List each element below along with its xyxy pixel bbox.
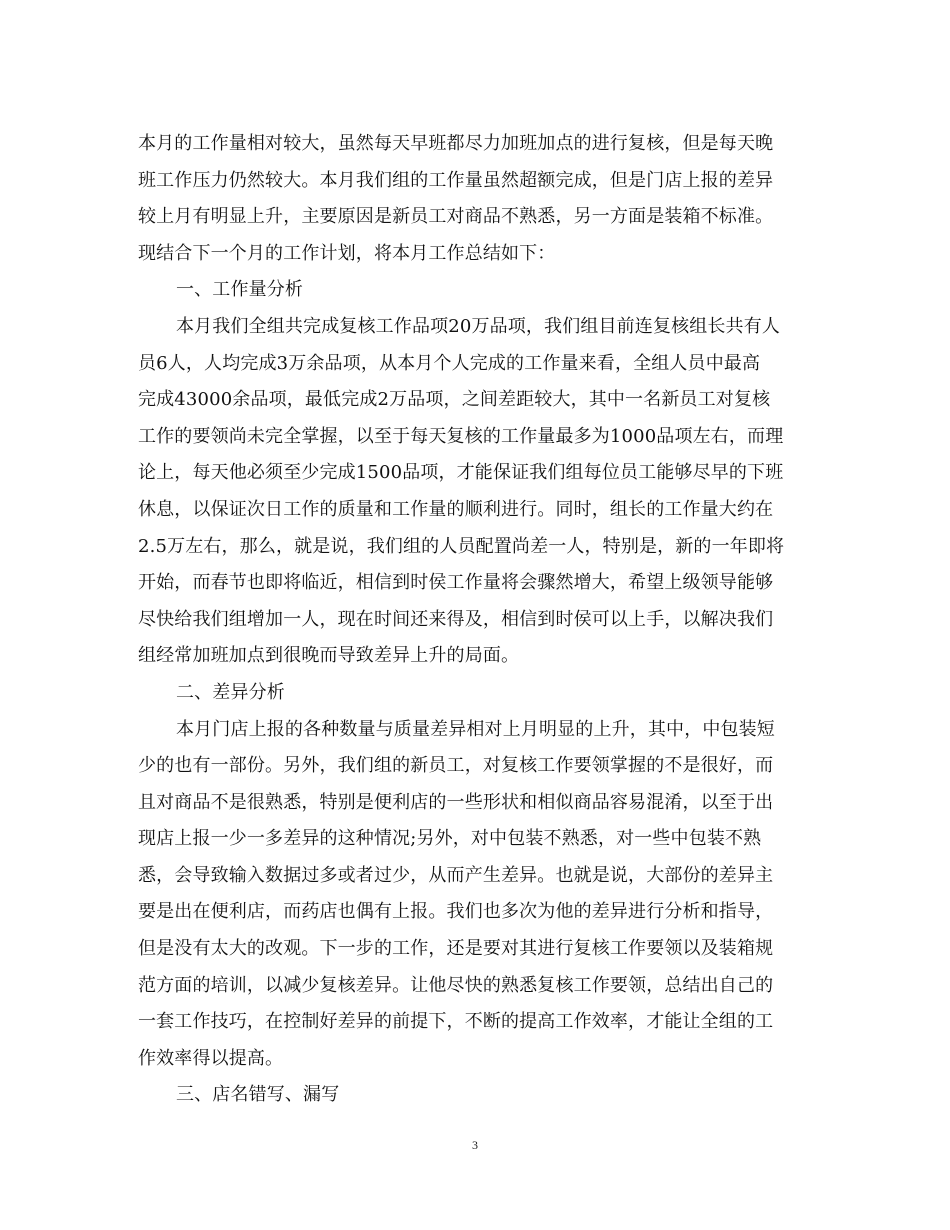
text-line: 本月的工作量相对较大，虽然每天早班都尽力加班加点的进行复核，但是每天晚 xyxy=(138,133,774,154)
text-line: 论上，每天他必须至少完成1500品项，才能保证我们组每位员工能够尽早的下班 xyxy=(138,462,784,484)
text-line: 班工作压力仍然较大。本月我们组的工作量虽然超额完成，但是门店上报的差异 xyxy=(138,169,774,191)
text-line: 2.5万左右，那么，就是说，我们组的人员配置尚差一人，特别是，新的一年即将 xyxy=(138,535,785,557)
text-line: 作效率得以提高。 xyxy=(138,1047,284,1069)
text-line: 组经常加班加点到很晚而导致差异上升的局面。 xyxy=(138,645,520,667)
text-line: 且对商品不是很熟悉，特别是便利店的一些形状和相似商品容易混淆，以至于出 xyxy=(138,791,774,813)
text-line: 休息，以保证次日工作的质量和工作量的顺利进行。同时，组长的工作量大约在 xyxy=(138,498,774,520)
text-line: 悉，会导致输入数据过多或者过少，从而产生差异。也就是说，大部份的差异主 xyxy=(138,864,774,886)
text-line: 本月我们全组共完成复核工作品项20万品项，我们组目前连复核组长共有人 xyxy=(176,315,781,337)
text-line: 员6人，人均完成3万余品项，从本月个人完成的工作量来看，全组人员中最高 xyxy=(138,352,761,374)
text-line: 三、店名错写、漏写 xyxy=(176,1084,340,1106)
text-line: 现店上报一少一多差异的这种情况;另外，对中包装不熟悉，对一些中包装不熟 xyxy=(138,828,762,850)
page-number: 3 xyxy=(472,1138,478,1152)
document-body xyxy=(138,126,828,1114)
text-line: 二、差异分析 xyxy=(176,681,285,703)
text-line: 较上月有明显上升，主要原因是新员工对商品不熟悉，另一方面是装箱不标准。 xyxy=(138,206,774,228)
text-line: 本月门店上报的各种数量与质量差异相对上月明显的上升，其中，中包装短 xyxy=(176,718,775,740)
text-line: 一套工作技巧，在控制好差异的前提下，不断的提高工作效率，才能让全组的工 xyxy=(138,1011,774,1033)
text-line: 要是出在便利店，而药店也偶有上报。我们也多次为他的差异进行分析和指导， xyxy=(138,901,774,923)
text-line: 一、工作量分析 xyxy=(176,279,304,301)
text-line: 工作的要领尚未完全掌握，以至于每天复核的工作量最多为1000品项左右，而理 xyxy=(138,425,784,447)
text-line: 少的也有一部份。另外，我们组的新员工，对复核工作要领掌握的不是很好，而 xyxy=(138,755,774,777)
text-line: 范方面的培训，以减少复核差异。让他尽快的熟悉复核工作要领，总结出自己的 xyxy=(138,974,774,996)
text-line: 开始，而春节也即将临近，相信到时侯工作量将会骤然增大，希望上级领导能够 xyxy=(138,572,774,594)
text-line: 完成43000余品项，最低完成2万品项，之间差距较大，其中一名新员工对复核 xyxy=(138,389,771,411)
text-line: 现结合下一个月的工作计划，将本月工作总结如下： xyxy=(138,242,556,264)
text-line: 尽快给我们组增加一人，现在时间还来得及，相信到时侯可以上手，以解决我们 xyxy=(138,608,774,630)
text-line: 但是没有太大的改观。下一步的工作，还是要对其进行复核工作要领以及装箱规 xyxy=(138,938,774,960)
